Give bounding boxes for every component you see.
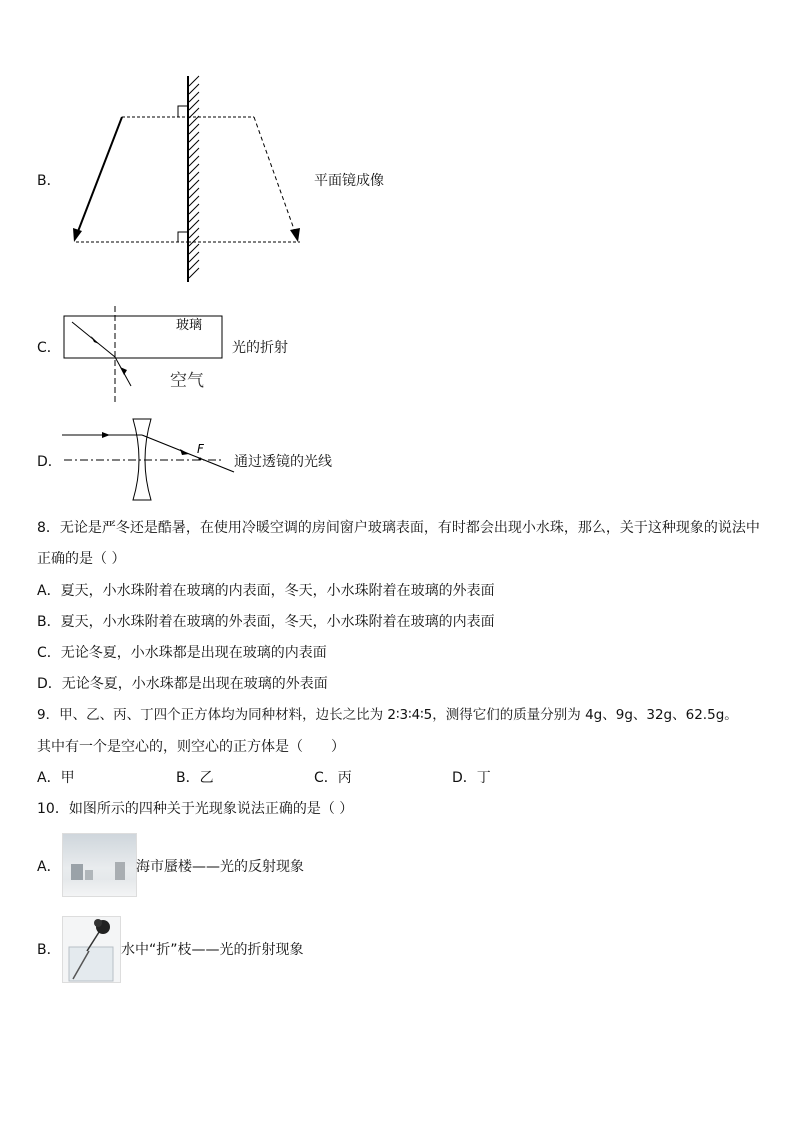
focus-text: F (197, 442, 204, 456)
q9-choice-a: A．甲 (37, 770, 75, 786)
glass-text: 玻璃 (176, 318, 203, 333)
option-b-label: B． (37, 173, 61, 189)
option-c-label: C． (37, 340, 61, 356)
option-c-caption: 光的折射 (232, 340, 288, 356)
q10-option-b-caption: 水中“折”枝——光的折射现象 (121, 942, 304, 958)
q10-option-a-caption: 海市蜃楼——光的反射现象 (136, 859, 304, 875)
q8-choice-a: A．夏天，小水珠附着在玻璃的内表面，冬天，小水珠附着在玻璃的外表面 (37, 583, 495, 599)
lens-diagram (0, 0, 794, 510)
q8-stem-line1: 8．无论是严冬还是酷暑，在使用冷暖空调的房间窗户玻璃表面，有时都会出现小水珠，那么，关于这种现象的说法中 (37, 520, 760, 536)
incoming-arrowhead (102, 432, 110, 438)
outgoing-arrowhead (180, 449, 189, 455)
option-d-caption: 通过透镜的光线 (234, 454, 332, 470)
option-d-label: D． (37, 454, 62, 470)
q9-choice-d: D．丁 (452, 770, 491, 786)
q10-option-b-label: B． (37, 942, 61, 958)
bent-stick-photo (62, 916, 121, 983)
q9-stem-line2: 其中有一个是空心的，则空心的正方体是（ ） (37, 739, 345, 755)
focal-point (199, 458, 202, 461)
q8-choice-d: D．无论冬夏，小水珠都是出现在玻璃的外表面 (37, 676, 328, 692)
q9-stem-line1: 9．甲、乙、丙、丁四个正方体均为同种材料，边长之比为 2∶3∶4∶5，测得它们的质量分别为 4g、9g、32g、62.5g。 (37, 707, 738, 723)
q9-choice-c: C．丙 (314, 770, 352, 786)
q8-choice-c: C．无论冬夏，小水珠都是出现在玻璃的内表面 (37, 645, 327, 661)
q10-option-a-label: A． (37, 859, 61, 875)
option-b-caption: 平面镜成像 (314, 173, 384, 189)
air-text: 空气 (170, 371, 204, 391)
q9-choice-b: B．乙 (176, 770, 214, 786)
q8-choice-b: B．夏天，小水珠附着在玻璃的外表面，冬天，小水珠附着在玻璃的内表面 (37, 614, 495, 630)
q8-stem-line2: 正确的是（ ） (37, 551, 126, 567)
mirage-photo (62, 833, 137, 897)
q10-stem: 10．如图所示的四种关于光现象说法正确的是（ ） (37, 801, 354, 817)
